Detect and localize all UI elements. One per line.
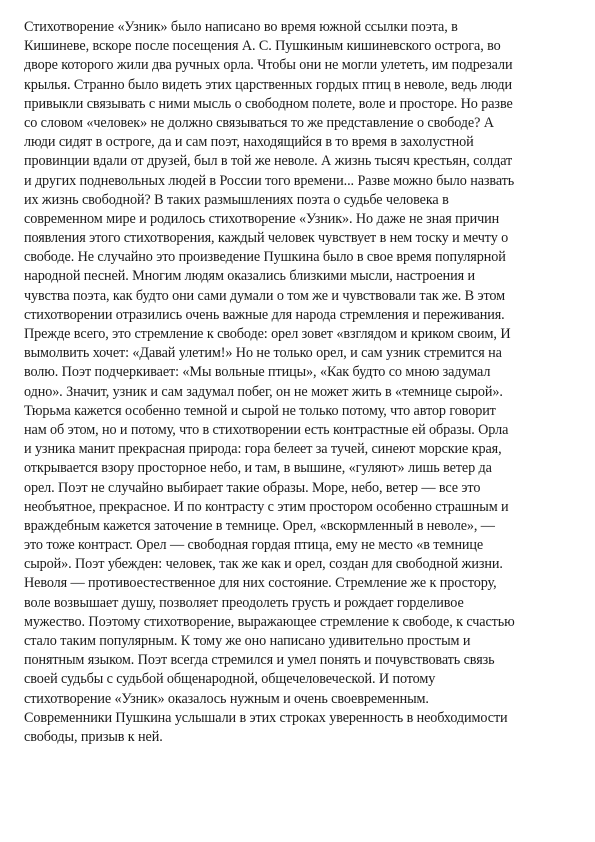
text-line: понятным языком. Поэт всегда стремился и умел понять и почувствовать связь xyxy=(24,652,495,669)
text-line: Кишиневе, вскоре после посещения А. С. Пушкиным кишиневского острога, во xyxy=(24,38,501,55)
text-line: одно». Значит, узник и сам задумал побег, он не может жить в «темнице сырой». xyxy=(24,383,503,400)
text-line: провинции вдали от друзей, был в той же неволе. А жизнь тысяч крестьян, солдат xyxy=(24,153,513,170)
text-line: чувства поэта, как будто они сами думали о том же и чувствовали так же. В этом xyxy=(24,287,505,304)
text-line: Неволя — противоестественное для них состояние. Стремление же к простору, xyxy=(24,575,497,592)
text-line: Стихотворение «Узник» было написано во время южной ссылки поэта, в xyxy=(24,19,458,35)
text-line: вымолвить хочет: «Давай улетим!» Но не только орел, и сам узник стремится на xyxy=(24,345,502,362)
text-line: свободе. Не случайно это произведение Пушкина было в свое время популярной xyxy=(24,249,506,266)
text-line: сырой». Поэт убежден: человек, так же как и орел, создан для свободной жизни. xyxy=(24,556,503,573)
text-line: и узника манит прекрасная природа: гора белеет за тучей, синеют морские края, xyxy=(24,441,502,458)
text-line: открывается взору просторное небо, и там, в вышине, «гуляют» лишь ветер да xyxy=(24,460,492,477)
text-line: Прежде всего, это стремление к свободе: орел зовет «взглядом и криком своим, И xyxy=(24,326,511,342)
text-line: орел. Поэт не случайно выбирает такие образы. Море, небо, ветер — все это xyxy=(24,479,481,496)
text-line: стихотворение «Узник» оказалось нужным и очень своевременным. xyxy=(24,690,429,707)
text-line: крылья. Странно было видеть этих царственных гордых птиц в неволе, ведь люди xyxy=(24,76,512,93)
text-line: стихотворении отразились очень важные для народа стремления и переживания. xyxy=(24,306,505,323)
text-line: со словом «человек» не должно связываться то же представление о свободе? А xyxy=(24,114,494,131)
text-line: воле возвышает душу, позволяет преодолеть грусть и рождает горделивое xyxy=(24,594,464,611)
essay-text xyxy=(24,18,584,747)
text-line: необъятное, прекрасное. И по контрасту с этим простором особенно страшным и xyxy=(24,498,509,515)
text-line: привыкли связывать с ними мысль о свободном полете, воле и просторе. Но разве xyxy=(24,95,513,112)
text-line: своей судьбы с судьбой общенародной, общечеловеческой. И потому xyxy=(24,671,436,688)
text-line: стало таким популярным. К тому же оно написано удивительно простым и xyxy=(24,633,471,649)
text-line: Тюрьма кажется особенно темной и сырой не только потому, что автор говорит xyxy=(24,402,496,419)
text-line: волю. Поэт подчеркивает: «Мы вольные птицы», «Как будто со мною задумал xyxy=(24,364,491,381)
text-line: люди сидят в остроге, да и сам поэт, находящийся в то время в захолустной xyxy=(24,134,474,151)
text-line: это тоже контраст. Орел — свободная гордая птица, ему не место «в темнице xyxy=(24,537,484,554)
text-line: дворе которого жили два ручных орла. Чтобы они не могли улететь, им подрезали xyxy=(24,57,513,74)
text-line: их жизнь свободной? В таких размышлениях поэта о судьбе человека в xyxy=(24,191,449,208)
text-line: появления этого стихотворения, каждый человек чувствует в нем тоску и мечту о xyxy=(24,230,509,247)
text-line: свободы, призыв к ней. xyxy=(24,728,163,745)
text-line: мужество. Поэтому стихотворение, выражающее стремление к свободе, к счастью xyxy=(24,613,515,630)
text-line: нам об этом, но и потому, что в стихотворении есть контрастные ей образы. Орла xyxy=(24,421,509,438)
text-line: и других подневольных людей в России того времени... Разве можно было назвать xyxy=(24,172,515,189)
text-line: народной песней. Многим людям оказались близкими мысли, настроения и xyxy=(24,268,475,285)
text-line: враждебным кажется заточение в темнице. Орел, «вскормленный в неволе», — xyxy=(24,517,495,534)
text-line: современном мире и родилось стихотворение «Узник». Но даже не зная причин xyxy=(24,210,500,227)
text-line: Современники Пушкина услышали в этих строках уверенность в необходимости xyxy=(24,709,508,726)
